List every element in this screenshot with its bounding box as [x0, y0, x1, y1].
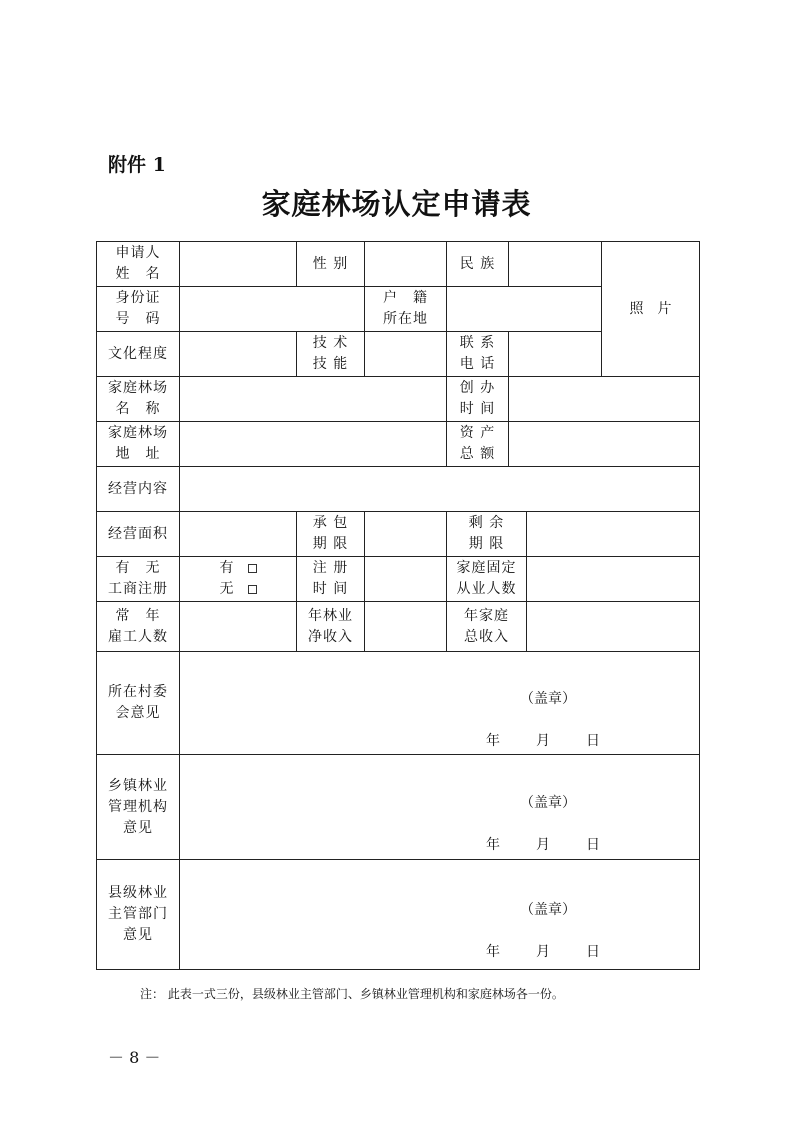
photo-label: 照 片 [629, 300, 672, 317]
checkbox-no[interactable] [248, 585, 257, 594]
field-id-number[interactable] [180, 287, 365, 332]
field-applicant-name[interactable] [180, 242, 297, 287]
footnote: 注： 此表一式三份，县级林业主管部门、乡镇林业管理机构和家庭林场各一份。 [140, 987, 564, 1001]
label-village-opinion: 所在村委 会意见 [97, 652, 180, 755]
label-farm-address: 家庭林场 地 址 [97, 422, 180, 467]
seal-text: （盖章） [520, 691, 576, 707]
application-form [96, 241, 700, 970]
field-gender[interactable] [365, 242, 447, 287]
label-farm-name: 家庭林场 名 称 [97, 377, 180, 422]
field-total-assets[interactable] [509, 422, 700, 467]
label-education: 文化程度 [97, 332, 180, 377]
registration-options [180, 557, 297, 602]
field-founded[interactable] [509, 377, 700, 422]
page-number: － 8 － [108, 1048, 161, 1067]
field-business-scope[interactable] [180, 467, 700, 512]
label-township-opinion: 乡镇林业 管理机构 意见 [97, 755, 180, 860]
label-hired-workers: 常 年 雇工人数 [97, 602, 180, 652]
seal-text: （盖章） [520, 795, 576, 811]
photo-box[interactable] [602, 242, 700, 377]
label-forestry-income: 年林业 净收入 [297, 602, 365, 652]
label-county-opinion: 县级林业 主管部门 意见 [97, 860, 180, 970]
field-family-staff[interactable] [527, 557, 700, 602]
field-contract-term[interactable] [365, 512, 447, 557]
date-line: 年 月 日 [486, 733, 600, 749]
field-education[interactable] [180, 332, 297, 377]
date-line: 年 月 日 [486, 944, 600, 960]
field-remaining-term[interactable] [527, 512, 700, 557]
page-title: 家庭林场认定申请表 [261, 187, 532, 221]
field-village-opinion[interactable] [180, 652, 700, 755]
label-id-number: 身份证 号 码 [97, 287, 180, 332]
label-operating-area: 经营面积 [97, 512, 180, 557]
field-farm-name[interactable] [180, 377, 447, 422]
field-operating-area[interactable] [180, 512, 297, 557]
label-hukou: 户 籍 所在地 [365, 287, 447, 332]
field-farm-address[interactable] [180, 422, 447, 467]
label-skills: 技 术 技 能 [297, 332, 365, 377]
field-hukou[interactable] [447, 287, 602, 332]
label-phone: 联 系 电 话 [447, 332, 509, 377]
seal-text: （盖章） [520, 902, 576, 918]
field-ethnicity[interactable] [509, 242, 602, 287]
label-founded: 创 办 时 间 [447, 377, 509, 422]
field-registration-time[interactable] [365, 557, 447, 602]
checkbox-yes[interactable] [248, 564, 257, 573]
field-family-income[interactable] [527, 602, 700, 652]
label-contract-term: 承 包 期 限 [297, 512, 365, 557]
label-total-assets: 资 产 总 额 [447, 422, 509, 467]
date-line: 年 月 日 [486, 837, 600, 853]
label-gender: 性 别 [297, 242, 365, 287]
label-applicant-name: 申请人 姓 名 [97, 242, 180, 287]
option-yes[interactable]: 有 [220, 560, 257, 576]
label-business-registration: 有 无 工商注册 [97, 557, 180, 602]
field-county-opinion[interactable] [180, 860, 700, 970]
field-skills[interactable] [365, 332, 447, 377]
label-family-income: 年家庭 总收入 [447, 602, 527, 652]
label-registration-time: 注 册 时 间 [297, 557, 365, 602]
attachment-label: 附件 1 [108, 154, 166, 176]
field-forestry-income[interactable] [365, 602, 447, 652]
label-business-scope: 经营内容 [97, 467, 180, 512]
label-remaining-term: 剩 余 期 限 [447, 512, 527, 557]
field-hired-workers[interactable] [180, 602, 297, 652]
field-phone[interactable] [509, 332, 602, 377]
field-township-opinion[interactable] [180, 755, 700, 860]
label-family-staff: 家庭固定 从业人数 [447, 557, 527, 602]
label-ethnicity: 民 族 [447, 242, 509, 287]
option-no[interactable]: 无 [220, 581, 257, 597]
